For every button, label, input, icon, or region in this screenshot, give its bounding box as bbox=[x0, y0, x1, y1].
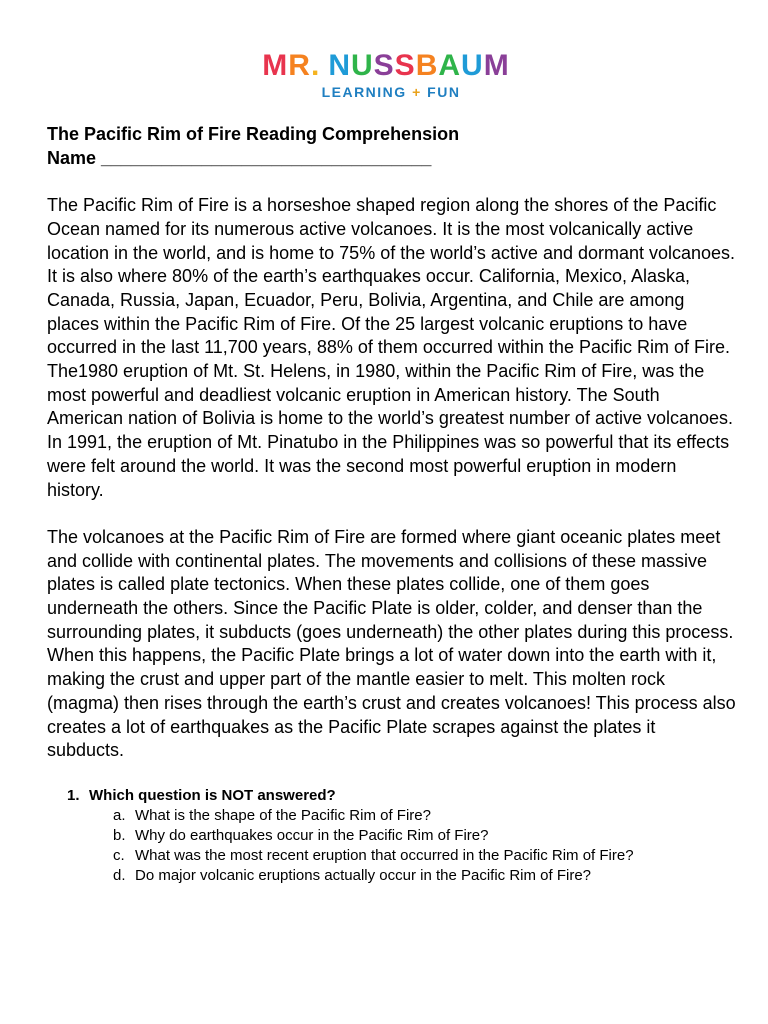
option-text: Do major volcanic eruptions actually occur in the Pacific Rim of Fire? bbox=[135, 866, 592, 884]
paragraph-2: The volcanoes at the Pacific Rim of Fire are formed where giant oceanic plates meet and collide with continental plates. The movements and collisions of these massive plates is called plate tectonics. When these plates collide, one of them goes underneath the others. Since the Pacific Plate is older, colder, and denser than the surrounding plates, it subducts (goes underneath) the other plates during this process. When this happens, the Pacific Plate brings a lot of water down into the earth with it, making the crust and upper part of the mantle easier to melt. This molten rock (magma) then rises through the earth’s crust and creates volcanoes! This process also creates a lot of earthquakes as the Pacific Plate scrapes against the plates it subducts. bbox=[47, 526, 736, 761]
logo-letter: R bbox=[288, 49, 311, 82]
site-logo bbox=[0, 50, 768, 100]
question-number: 1. bbox=[67, 786, 80, 804]
tagline-plus: + bbox=[412, 84, 422, 100]
question-1 bbox=[47, 786, 737, 886]
logo-letter: S bbox=[373, 49, 395, 82]
logo-letter: . bbox=[310, 49, 321, 82]
tagline-fun: FUN bbox=[427, 84, 461, 100]
logo-wordmark bbox=[4, 50, 768, 82]
option-text: Why do earthquakes occur in the Pacific Rim of Fire? bbox=[135, 826, 489, 844]
answer-option-d bbox=[113, 866, 737, 886]
logo-letter: M bbox=[262, 49, 289, 82]
paragraph-1: The Pacific Rim of Fire is a horseshoe shaped region along the shores of the Pacific Ocean named for its numerous active volcanoes. It is the most volcanically active location in the world, and is home to 75% of the world’s active and dormant volcanoes. It is also where 80% of the earth’s earthquakes occur. California, Mexico, Alaska, Canada, Russia, Japan, Ecuador, Peru, Bolivia, Argentina, and Chile are among places within the Pacific Rim of Fire. Of the 25 largest volcanic eruptions to have occurred in the last 11,700 years, 88% of them occurred within the Pacific Rim of Fire. The1980 eruption of Mt. St. Helens, in 1980, within the Pacific Rim of Fire, was the most powerful and deadliest volcanic eruption in American history. The South American nation of Bolivia is home to the world’s greatest number of active volcanoes. In 1991, the eruption of Mt. Pinatubo in the Philippines was so powerful that its effects were felt around the world. It was the second most powerful eruption in modern history. bbox=[47, 195, 736, 500]
logo-letter: U bbox=[461, 49, 484, 82]
worksheet-body bbox=[47, 123, 737, 886]
logo-letter: U bbox=[350, 49, 374, 82]
answer-option-b bbox=[113, 826, 737, 846]
logo-letter: A bbox=[438, 49, 462, 82]
name-field-line: Name _________________________________ bbox=[47, 147, 432, 168]
question-1-prompt bbox=[67, 786, 737, 806]
logo-letter: N bbox=[328, 49, 351, 82]
logo-letter: B bbox=[415, 49, 439, 82]
answer-option-a bbox=[113, 806, 737, 826]
tagline-learning: LEARNING bbox=[321, 84, 407, 100]
answer-option-c bbox=[113, 846, 737, 866]
option-letter: a. bbox=[113, 806, 126, 824]
question-text: Which question is NOT answered? bbox=[89, 786, 336, 804]
option-letter: b. bbox=[113, 826, 126, 844]
logo-letter: M bbox=[483, 49, 510, 82]
worksheet-title: The Pacific Rim of Fire Reading Comprehension bbox=[47, 124, 460, 144]
option-letter: d. bbox=[113, 866, 126, 884]
option-text: What is the shape of the Pacific Rim of Fire? bbox=[135, 806, 431, 824]
logo-letter: S bbox=[394, 49, 416, 82]
option-letter: c. bbox=[113, 846, 125, 864]
logo-tagline bbox=[14, 84, 768, 100]
option-text: What was the most recent eruption that occurred in the Pacific Rim of Fire? bbox=[135, 846, 634, 864]
